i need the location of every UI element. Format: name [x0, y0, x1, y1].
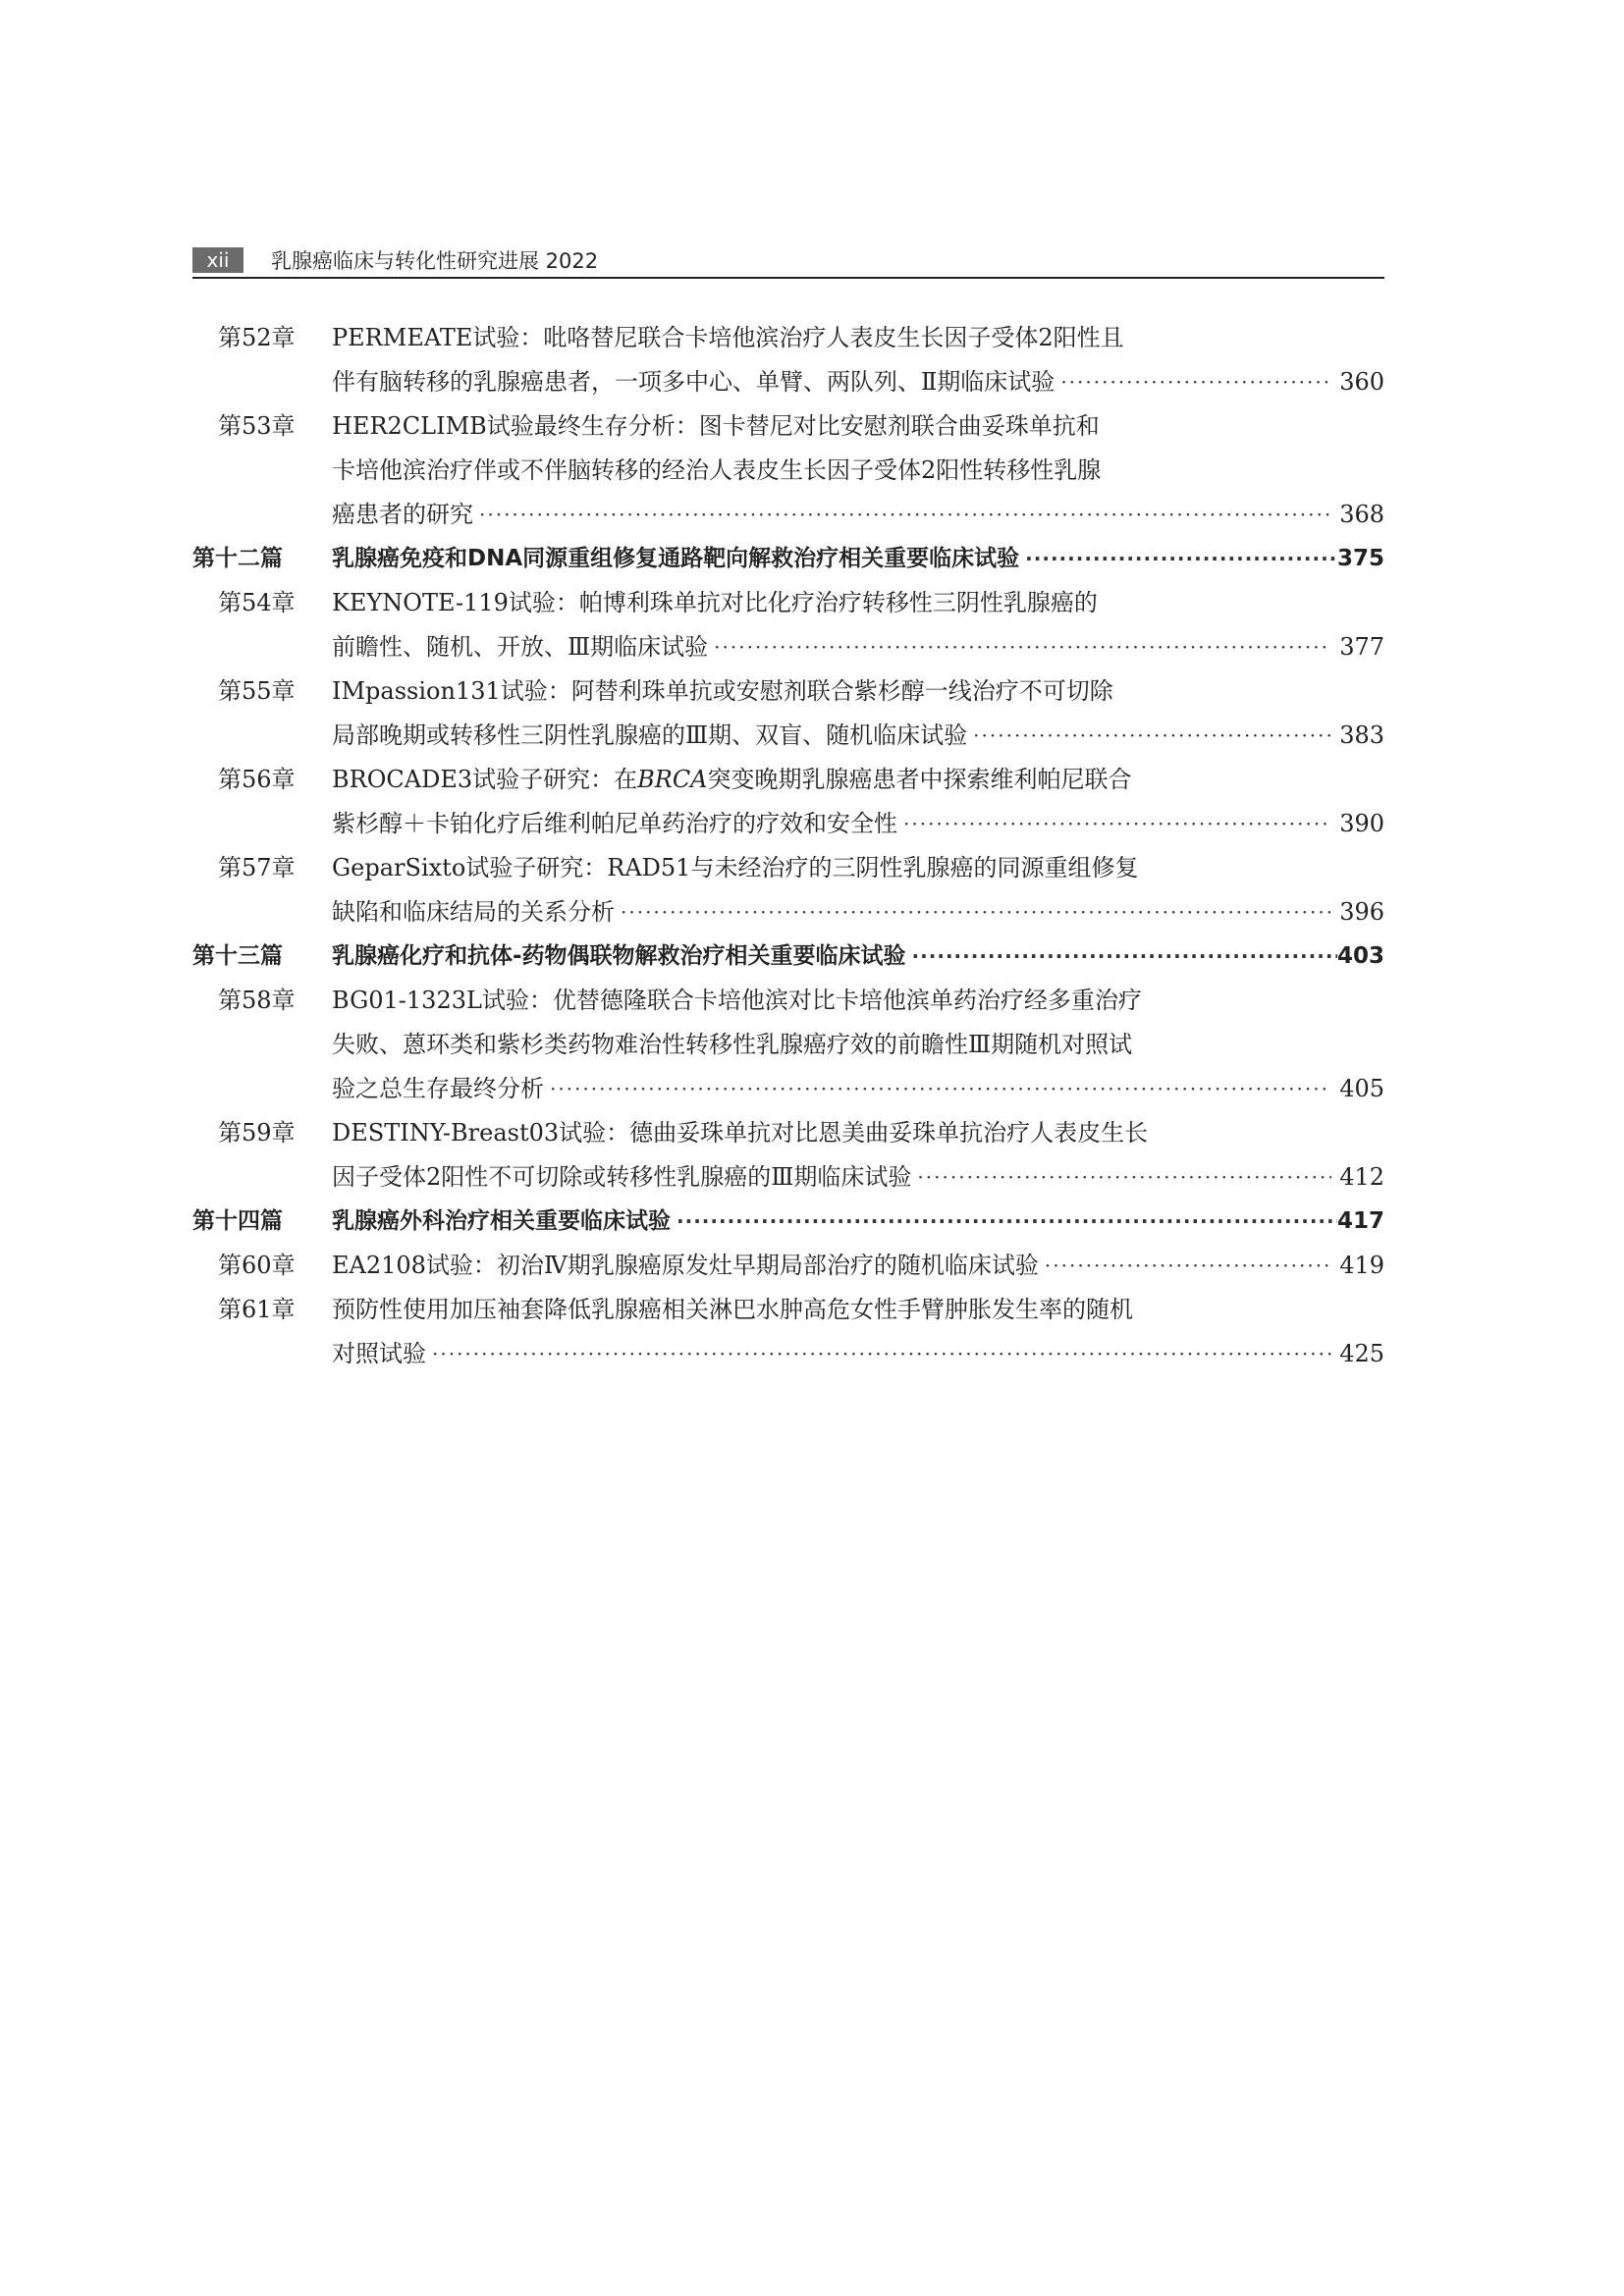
dot-leader: [903, 802, 1331, 846]
toc-page-number: 412: [1331, 1155, 1384, 1200]
toc-page-number: 360: [1331, 360, 1384, 404]
toc-entry-ch52-cont[interactable]: [192, 360, 1384, 404]
dot-leader: [973, 714, 1331, 758]
chapter-title: 紫杉醇＋卡铂化疗后维利帕尼单药治疗的疗效和安全性: [332, 802, 903, 846]
dot-leader: [677, 1200, 1337, 1244]
chapter-title: HER2CLIMB试验最终生存分析：图卡替尼对比安慰剂联合曲妥珠单抗和: [332, 412, 1100, 440]
dot-leader: [1060, 360, 1331, 404]
chapter-title: 癌患者的研究: [332, 493, 479, 537]
part-label: 第十四篇: [192, 1208, 283, 1234]
dot-leader: [714, 625, 1331, 669]
part-label: 第十三篇: [192, 943, 283, 969]
toc-entry-ch60[interactable]: [192, 1244, 1384, 1288]
toc-page-number: 417: [1337, 1200, 1384, 1244]
chapter-title: IMpassion131试验：阿替利珠单抗或安慰剂联合紫杉醇一线治疗不可切除: [332, 677, 1113, 705]
chapter-title: [332, 758, 1132, 802]
chapter-title: 伴有脑转移的乳腺癌患者，一项多中心、单臂、两队列、Ⅱ期临床试验: [332, 360, 1060, 404]
chapter-title: EA2108试验：初治Ⅳ期乳腺癌原发灶早期局部治疗的随机临床试验: [332, 1244, 1045, 1288]
dot-leader: [1045, 1244, 1331, 1288]
chapter-label: 第54章: [218, 589, 296, 616]
chapter-title: 卡培他滨治疗伴或不伴脑转移的经治人表皮生长因子受体2阳性转移性乳腺: [332, 456, 1102, 484]
dot-leader: [621, 890, 1331, 934]
toc-entry-ch59-cont[interactable]: [192, 1155, 1384, 1200]
part-label: 第十二篇: [192, 546, 283, 571]
chapter-title: 预防性使用加压袖套降低乳腺癌相关淋巴水肿高危女性手臂肿胀发生率的随机: [332, 1296, 1133, 1323]
chapter-title-part: BROCADE3试验子研究：在: [332, 766, 638, 793]
chapter-label: 第55章: [218, 677, 296, 705]
chapter-title: GeparSixto试验子研究：RAD51与未经治疗的三阴性乳腺癌的同源重组修复: [332, 854, 1139, 881]
toc-entry-ch57-cont[interactable]: [192, 890, 1384, 934]
chapter-label: 第60章: [218, 1252, 296, 1279]
toc-page-number: 405: [1331, 1067, 1384, 1111]
part-title: 乳腺癌外科治疗相关重要临床试验: [332, 1200, 677, 1244]
page-number: xii: [192, 247, 244, 273]
toc-entry-ch56[interactable]: [192, 758, 1384, 802]
toc-entry-ch61-cont[interactable]: [192, 1332, 1384, 1376]
dot-leader: [912, 934, 1337, 979]
toc-entry-ch54-cont[interactable]: [192, 625, 1384, 669]
toc-page-number: 419: [1331, 1244, 1384, 1288]
chapter-title: BG01-1323L试验：优替德隆联合卡培他滨对比卡培他滨单药治疗经多重治疗: [332, 987, 1142, 1014]
toc-entry-ch55[interactable]: [192, 669, 1384, 714]
toc-page-number: 375: [1337, 537, 1384, 581]
toc-entry-ch61[interactable]: [192, 1288, 1384, 1332]
chapter-title: 缺陷和临床结局的关系分析: [332, 890, 621, 934]
running-header: [192, 247, 1384, 279]
toc-page-number: 383: [1331, 714, 1384, 758]
table-of-contents: [192, 316, 1384, 1376]
toc-entry-ch57[interactable]: [192, 846, 1384, 890]
chapter-label: 第52章: [218, 324, 296, 351]
toc-part-12[interactable]: [192, 537, 1384, 581]
toc-entry-ch55-cont[interactable]: [192, 714, 1384, 758]
chapter-title: 因子受体2阳性不可切除或转移性乳腺癌的Ⅲ期临床试验: [332, 1155, 917, 1200]
toc-entry-ch58-cont2[interactable]: [192, 1067, 1384, 1111]
dot-leader: [1025, 537, 1337, 581]
toc-page-number: 403: [1337, 934, 1384, 979]
toc-page-number: 390: [1331, 802, 1384, 846]
chapter-label: 第53章: [218, 412, 296, 440]
toc-entry-ch52[interactable]: [192, 316, 1384, 360]
toc-part-13[interactable]: [192, 934, 1384, 979]
dot-leader: [550, 1067, 1331, 1111]
toc-entry-ch58-cont[interactable]: [192, 1023, 1384, 1067]
toc-entry-ch53-cont2[interactable]: [192, 493, 1384, 537]
dot-leader: [917, 1155, 1331, 1200]
toc-entry-ch53[interactable]: [192, 404, 1384, 449]
chapter-title: 验之总生存最终分析: [332, 1067, 550, 1111]
chapter-title: 对照试验: [332, 1332, 432, 1376]
part-title: 乳腺癌化疗和抗体-药物偶联物解救治疗相关重要临床试验: [332, 934, 912, 979]
part-title: 乳腺癌免疫和DNA同源重组修复通路靶向解救治疗相关重要临床试验: [332, 537, 1025, 581]
chapter-title: DESTINY-Breast03试验：德曲妥珠单抗对比恩美曲妥珠单抗治疗人表皮生长: [332, 1119, 1149, 1147]
toc-entry-ch53-cont[interactable]: [192, 449, 1384, 493]
chapter-title: KEYNOTE-119试验：帕博利珠单抗对比化疗治疗转移性三阴性乳腺癌的: [332, 589, 1098, 616]
chapter-label: 第61章: [218, 1296, 296, 1323]
chapter-title: PERMEATE试验：吡咯替尼联合卡培他滨治疗人表皮生长因子受体2阳性且: [332, 324, 1124, 351]
toc-page-number: 368: [1331, 493, 1384, 537]
toc-page-number: 425: [1331, 1332, 1384, 1376]
chapter-title: 失败、蒽环类和紫杉类药物难治性转移性乳腺癌疗效的前瞻性Ⅲ期随机对照试: [332, 1031, 1133, 1058]
toc-page-number: 377: [1331, 625, 1384, 669]
toc-part-14[interactable]: [192, 1200, 1384, 1244]
toc-entry-ch58[interactable]: [192, 979, 1384, 1023]
chapter-title: 前瞻性、随机、开放、Ⅲ期临床试验: [332, 625, 714, 669]
chapter-label: 第57章: [218, 854, 296, 881]
chapter-label: 第59章: [218, 1119, 296, 1147]
chapter-title: 局部晚期或转移性三阴性乳腺癌的Ⅲ期、双盲、随机临床试验: [332, 714, 973, 758]
book-title: 乳腺癌临床与转化性研究进展 2022: [271, 249, 599, 273]
chapter-label: 第58章: [218, 987, 296, 1014]
toc-entry-ch56-cont[interactable]: [192, 802, 1384, 846]
gene-name-italic: BRCA: [637, 766, 708, 793]
dot-leader: [432, 1332, 1331, 1376]
chapter-title-part: 突变晚期乳腺癌患者中探索维利帕尼联合: [707, 766, 1132, 793]
toc-page-number: 396: [1331, 890, 1384, 934]
toc-entry-ch59[interactable]: [192, 1111, 1384, 1155]
chapter-label: 第56章: [218, 766, 296, 793]
toc-entry-ch54[interactable]: [192, 581, 1384, 625]
dot-leader: [479, 493, 1331, 537]
